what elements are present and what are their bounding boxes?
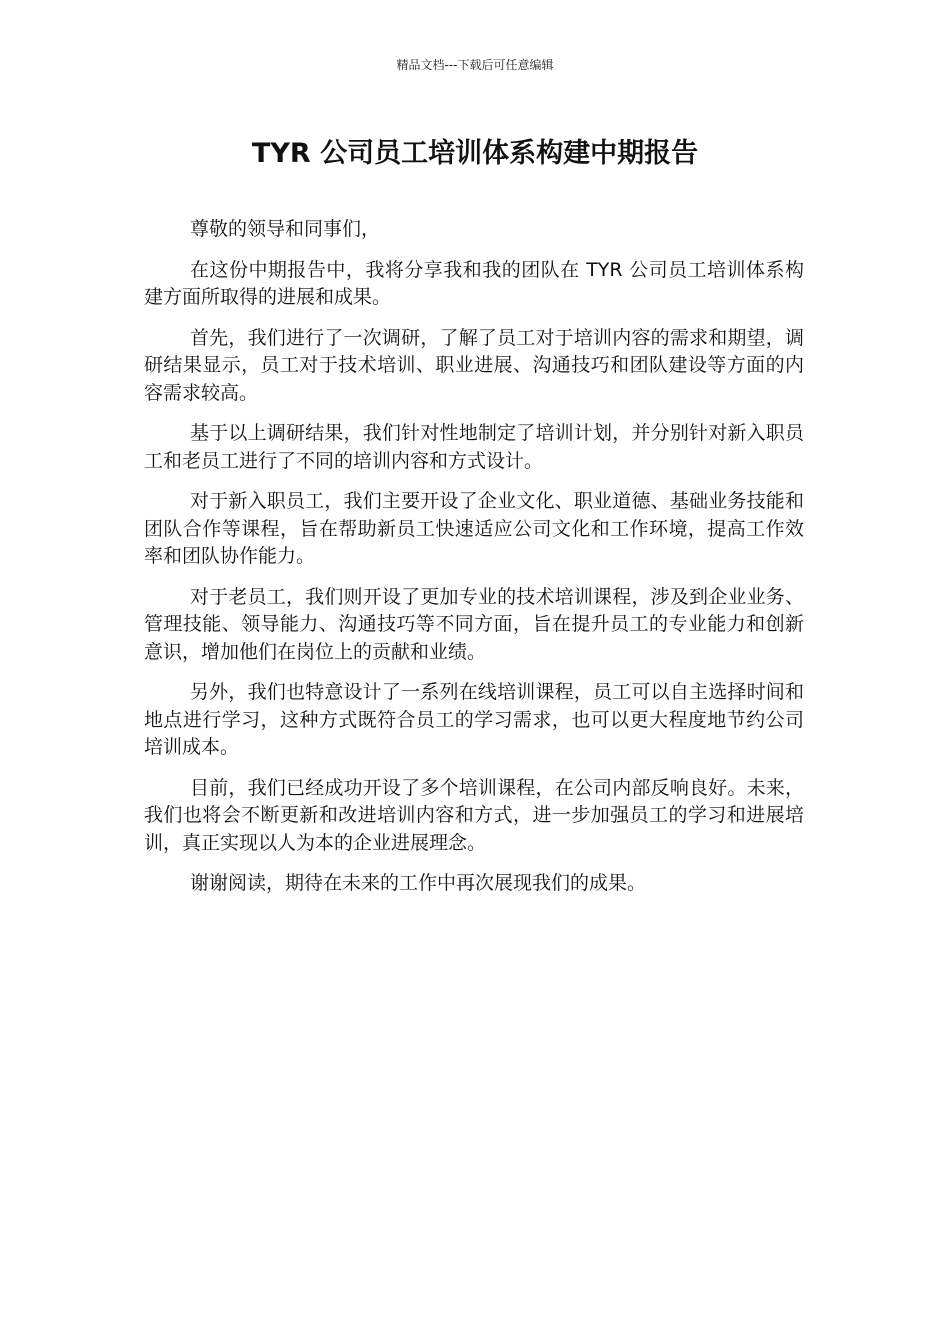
paragraph-plan: 基于以上调研结果，我们针对性地制定了培训计划，并分别针对新入职员工和老员工进行了不同的培训内容和方式设计。 bbox=[144, 422, 804, 472]
header-note: 精品文档---下载后可任意编辑 bbox=[396, 58, 554, 72]
paragraph-senior-employees: 对于老员工，我们则开设了更加专业的技术培训课程，涉及到企业业务、管理技能、领导能力、沟通技巧等不同方面，旨在提升员工的专业能力和创新意识，增加他们在岗位上的贡献和业绩。 bbox=[144, 585, 804, 663]
paragraph-greeting: 尊敬的领导和同事们， bbox=[190, 218, 381, 240]
paragraph-new-employees: 对于新入职员工，我们主要开设了企业文化、职业道德、基础业务技能和团队合作等课程，旨在帮助新员工快速适应公司文化和工作环境，提高工作效率和团队协作能力。 bbox=[144, 490, 804, 567]
paragraph-closing: 谢谢阅读，期待在未来的工作中再次展现我们的成果。 bbox=[190, 872, 647, 894]
paragraph-survey: 首先，我们进行了一次调研，了解了员工对于培训内容的需求和期望，调研结果显示，员工对于技术培训、职业进展、沟通技巧和团队建设等方面的内容需求较高。 bbox=[144, 326, 804, 404]
paragraph-intro: 在这份中期报告中，我将分享我和我的团队在 TYR 公司员工培训体系构建方面所取得的进展和成果。 bbox=[144, 258, 804, 308]
document-title: TYR 公司员工培训体系构建中期报告 bbox=[251, 138, 699, 169]
paragraph-progress: 目前，我们已经成功开设了多个培训课程，在公司内部反响良好。未来，我们也将会不断更新和改进培训内容和方式，进一步加强员工的学习和进展培训，真正实现以人为本的企业进展理念。 bbox=[144, 776, 804, 854]
document-body bbox=[144, 216, 804, 911]
paragraph-online-courses: 另外，我们也特意设计了一系列在线培训课程，员工可以自主选择时间和地点进行学习，这种方式既符合员工的学习需求，也可以更大程度地节约公司培训成本。 bbox=[144, 681, 804, 758]
